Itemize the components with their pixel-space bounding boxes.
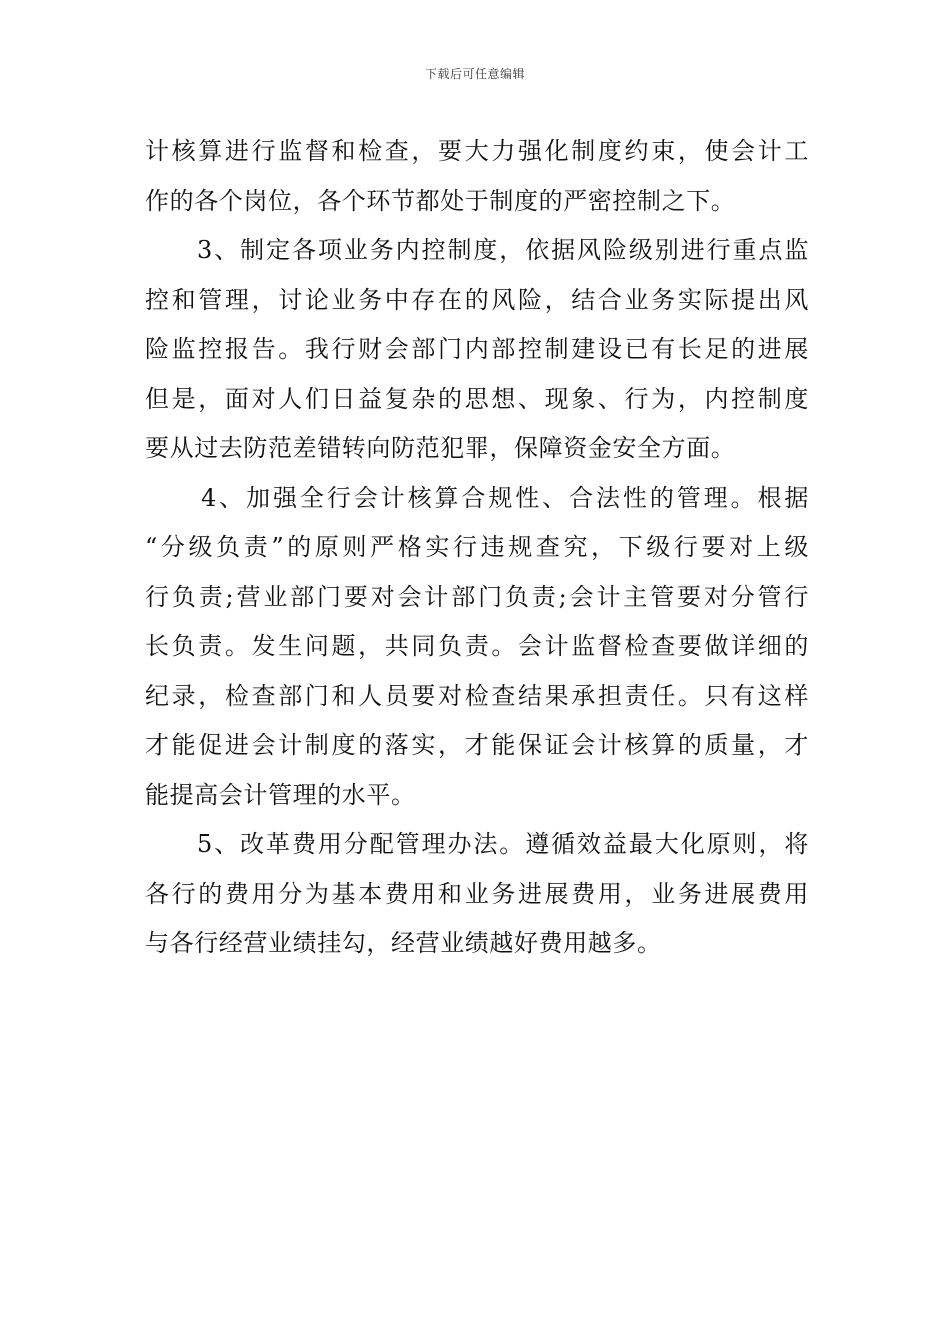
paragraph-4 bbox=[145, 820, 809, 969]
header-note: 下载后可任意编辑 bbox=[424, 67, 525, 81]
text-line: 才能促进会计制度的落实，才能保证会计核算的质量，才 bbox=[145, 731, 809, 759]
text-line: 要从过去防范差错转向防范犯罪，保障资金安全方面。 bbox=[145, 434, 736, 462]
text-line: 纪录，检查部门和人员要对检查结果承担责任。只有这样 bbox=[145, 681, 809, 710]
paragraph-1 bbox=[145, 127, 809, 226]
paragraph-2 bbox=[145, 226, 809, 474]
text-line: “分级负责”的原则严格实行违规查究，下级行要对上级 bbox=[145, 533, 809, 561]
text-line: 各行的费用分为基本费用和业务进展费用，业务进展费用 bbox=[145, 879, 809, 908]
text-line: 4、加强全行会计核算合规性、合法性的管理。根据 bbox=[201, 483, 809, 512]
document-body bbox=[145, 127, 809, 969]
text-line: 能提高会计管理的水平。 bbox=[145, 780, 416, 809]
text-line: 险监控报告。我行财会部门内部控制建设已有长足的进展 bbox=[145, 335, 809, 363]
text-line: 5、改革费用分配管理办法。遵循效益最大化原则，将 bbox=[197, 830, 809, 858]
paragraph-3 bbox=[145, 474, 809, 821]
text-line: 长负责。发生问题，共同负责。会计监督检查要做详细的 bbox=[145, 632, 809, 660]
text-line: 计核算进行监督和检查，要大力强化制度约束，使会计工 bbox=[145, 137, 809, 165]
text-line: 3、制定各项业务内控制度，依据风险级别进行重点监 bbox=[197, 236, 809, 264]
text-line: 但是，面对人们日益复杂的思想、现象、行为，内控制度 bbox=[145, 384, 809, 413]
text-line: 控和管理，讨论业务中存在的风险，结合业务实际提出风 bbox=[145, 285, 809, 314]
text-line: 与各行经营业绩挂勾，经营业绩越好费用越多。 bbox=[145, 929, 662, 957]
text-line: 作的各个岗位，各个环节都处于制度的严密控制之下。 bbox=[145, 186, 736, 215]
text-line: 行负责;营业部门要对会计部门负责;会计主管要对分管行 bbox=[145, 582, 809, 611]
